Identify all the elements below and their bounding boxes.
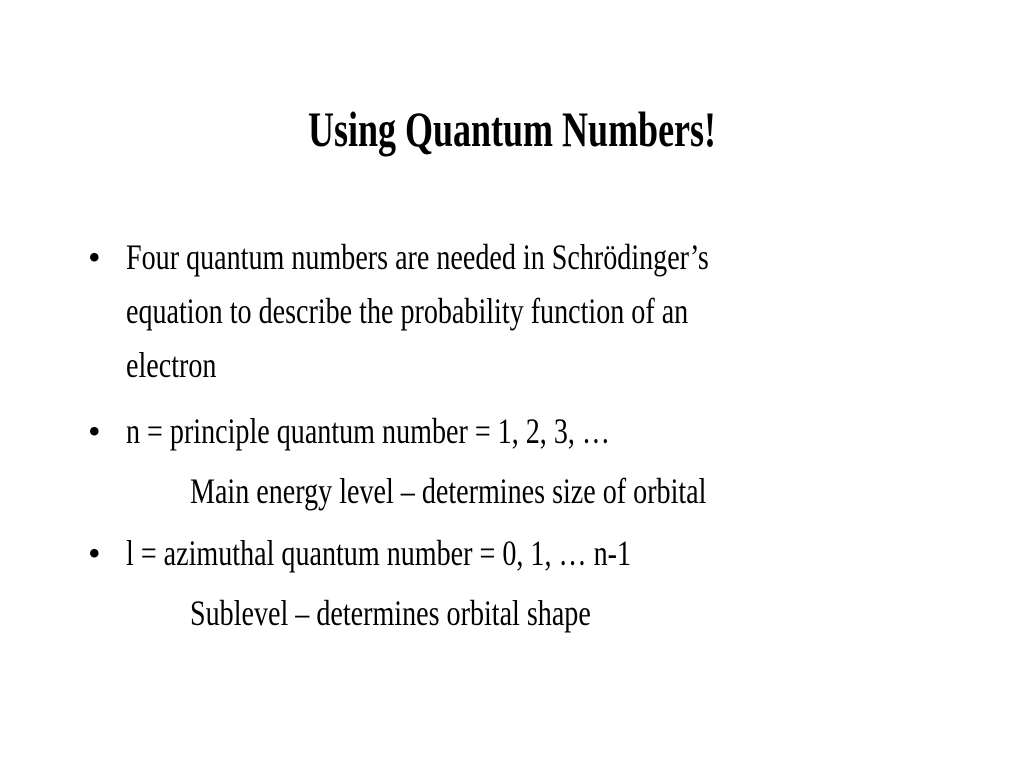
bullet-item (88, 526, 888, 580)
bullet-text-line: n = principle quantum number = 1, 2, 3, … (126, 411, 611, 451)
bullet-dot: • (88, 533, 101, 573)
sub-point-text: Main energy level – determines size of orbital (190, 471, 707, 511)
sub-point (88, 580, 888, 640)
bullet-dot: • (88, 237, 101, 277)
bullet-item (88, 404, 888, 458)
sub-point (88, 458, 888, 518)
bullet-text-line: Four quantum numbers are needed in Schrödinger’s (126, 237, 709, 277)
slide-title: Using Quantum Numbers! (307, 101, 717, 157)
bullet-text-line: equation to describe the probability function of an (126, 291, 689, 331)
bullet-text-line: l = azimuthal quantum number = 0, 1, … n-1 (126, 533, 632, 573)
bullet-dot: • (88, 411, 101, 451)
sub-point-text: Sublevel – determines orbital shape (190, 593, 591, 633)
slide-body (88, 230, 888, 640)
bullet-text-line: electron (126, 345, 217, 385)
bullet-item (88, 230, 888, 392)
